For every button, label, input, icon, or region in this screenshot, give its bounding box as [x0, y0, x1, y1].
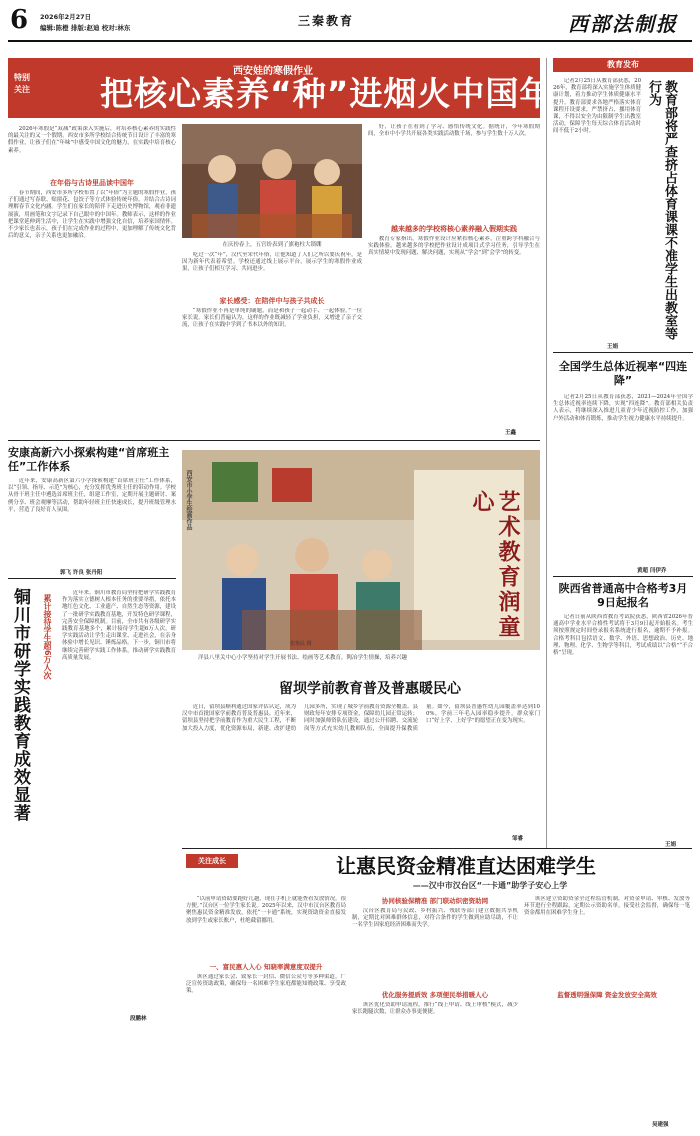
lead-kicker: 西安娃的寒假作业	[233, 66, 313, 77]
sidebar-author1: 王娟	[607, 344, 619, 350]
lead-title: 把核心素养“种”进烟火中国年	[100, 74, 554, 113]
lead-author: 王鑫	[505, 430, 517, 436]
sidebar-head: 教育发布	[553, 58, 693, 72]
ankang-author: 郭飞 许良 张丹阳	[60, 570, 103, 576]
bottom-col2b: 该区优化资助申请流程，推行“线上申请、线上审核”模式，减少家长跑腿次数，让群众办事更便捷。	[352, 1002, 518, 1016]
special-tag-line2: 关注	[14, 85, 30, 94]
masthead: 西部法制报	[568, 12, 678, 36]
lead-body-1: 春节期间，西安市多所学校布置了以“年俗”为主题的寒假作业，孩子们通过写春联、贴窗花、包饺子等方式体验传统年俗，并结合古诗词理解春节文化内涵。学生们在家长的陪伴下走进历史博物馆，观看非遗展演，用画笔和文字记录下自己眼中的中国年。教师表示，这样的作业把课堂延伸到生活中，让学生在实践中增强文化自信，培养家国情怀。不少家长也表示，孩子们在完成作业的过程中，更加理解了传统文化背后的意义，亲子关系也更加融洽。	[8, 190, 176, 240]
lead-subhead-3: 越来越多的学校将核心素养融入假期实践	[391, 225, 517, 233]
lead-subhead-2: 家长感受：在陪伴中与孩子共成长	[219, 297, 325, 305]
ankang-body: 近年来，安康高新区第六小学探索构建“首席班主任”工作体系，以“引领、指导、示范”为核心，充分发挥优秀班主任的带动作用。学校从骨干班主任中遴选首席班主任，组建工作室，定期开展主题研讨、案例分享、班会观摩等活动，帮助年轻班主任快速成长，提升班级管理水平，营造了良好育人氛围。	[8, 478, 176, 513]
bottom-col1: “以前申请资助要跑好几趟，现在手机上就能查看发放情况，很方便。”汉台区一位学生家长说。2025年以来，汉中市汉台区教育局聚焦惠民资金精准发放，依托“一卡通”系统，实现资助资金直接发放到学生或家长账户，杜绝截留挪用。	[186, 896, 346, 924]
lead-photo	[182, 124, 362, 238]
lead-photo-caption: 在庆扮春上，五官纷表到了旗袍柱大锁绷	[222, 242, 322, 248]
bottom-subhead-4: 监督透明强保障 资金发放安全高效	[557, 991, 657, 999]
bottom-col3: 该区建立资助资金全过程监管机制，对资金申请、审核、发放等环节进行全程跟踪，定期公示资助名单，接受社会监督，确保每一笔资金都用在困难学生身上。	[524, 896, 690, 917]
header-rule	[8, 40, 692, 42]
lead-bottom-rule	[8, 440, 540, 441]
sidebar	[546, 58, 692, 848]
art-credit: 张艳民 摄	[290, 641, 312, 647]
liuba-title: 留坝学前教育普及普惠暖民心	[279, 681, 461, 697]
bottom-subtitle: ——汉中市汉台区“一卡通”助学子安心上学	[412, 881, 568, 890]
page-header	[8, 6, 692, 52]
section-name: 三秦教育	[298, 14, 355, 28]
sidebar-story2-body: 记者2月25日从教育部获悉，2021—2024年全国学生总体近视率连续下降，实现“四连降”。教育部相关负责人表示，将继续深入推进儿童青少年近视防控工作，加强户外活动和体育锻炼，推动学生视力健康水平持续提升。	[553, 394, 693, 422]
lead-body-3b: 教育专家指出，寒假作业设计应紧扣核心素养，注重跨学科融合与实践体验。越来越多的学校把作业设计成项目式学习任务，引导学生在真实情境中发现问题、解决问题，实现从“学会”到“会学”的转变。	[368, 236, 540, 257]
bottom-title: 让惠民资金精准直达困难学生	[336, 854, 596, 878]
bottom-subhead-1: 一、富民惠人入心 知晓率满意度双提升	[209, 963, 323, 971]
sidebar-rule1	[553, 352, 693, 353]
art-slogan: 艺术教育润童心	[469, 490, 520, 640]
sidebar-story1-body: 记者2月25日从教育部获悉，2026年，教育部将深入实施学生体质健康计划，着力推动学生体质健康水平提升。教育部要求各地严格落实体育课程开设要求，严禁挤占、挪用体育课，不得以安全为由限制学生出教室活动，保障学生每天综合体育活动时间不低于2小时。	[553, 78, 641, 135]
lead-intro: 2026年寒假是“双减”政策深入实施后，对培养核心素养的实践性的最关注的又一个假期。西安市多所学校结合传统节日设计了丰富的寒假作业，让孩子们在“年味”中感受中国文化的魅力，在实践中培育核心素养。	[8, 126, 176, 154]
lead-body-3: 好，让孩子在看到了学习、感悟传统文化。据统计，今年寒假期间，全市中小学共开展各类实践活动数千场，参与学生数十万人次。	[368, 124, 540, 138]
editors-line: 编辑:陈橙 排版:赵迪 校对:林东	[40, 24, 131, 32]
sidebar-story3-body: 记者日前从陕西省教育考试院获悉，陕西省2026年普通高中学业水平合格性考试将于3月9日起开始报名。考生须按照规定时间登录报名系统进行报名，逾期不予补报。合格考科目包括语文、数学、外语、思想政治、历史、地理、物理、化学、生物学等科目，考试成绩以“合格”“不合格”呈现。	[553, 614, 693, 657]
tongchuan-subtitle: 累计接待学生超6万人次	[43, 594, 52, 680]
issue-date: 2026年2月27日	[40, 13, 92, 21]
sidebar-story2-title: 全国学生总体近视率“四连降”	[558, 360, 688, 387]
sidebar-author2: 黄超 闫伊乔	[637, 568, 667, 574]
bottom-author: 吴建强	[652, 1122, 669, 1128]
sidebar-rule2	[553, 576, 693, 577]
sidebar-author3: 王娟	[665, 842, 677, 848]
tongchuan-title: 铜川市研学实践教育成效显著	[10, 588, 30, 822]
tongchuan-body: 近年来，铜川市教育局坚持把研学实践教育作为落实立德树人根本任务的重要举措，依托本地红色文化、工业遗产、自然生态等资源，建设了一批研学实践教育基地，开发特色研学课程，完善安全保障机制。目前，全市共有各级研学实践教育基地多个，累计接待学生超6万人次。研学实践活动让学生走出课堂、走进社会，在亲身体验中增长见识、锤炼品格。下一步，铜川市将继续完善研学实践工作体系，推动研学实践教育高质量发展。	[62, 590, 176, 661]
bottom-top-rule	[182, 848, 692, 849]
lead-photo-svg	[182, 124, 362, 238]
bottom-col2: 汉台区教育局与民政、乡村振兴、残联等部门建立数据共享机制，定期比对困难群体信息，对符合条件的学生做到应助尽助，不让一名学生因家庭经济困难而失学。	[352, 908, 518, 929]
sidebar-story3-title: 陕西省普通高中合格考3月9日起报名	[558, 582, 688, 609]
bottom-col1b: 该区通过家长会、致家长一封信、微信公众号等多种渠道，广泛宣传资助政策，确保每一名困难学生家庭都能知晓政策、享受政策。	[186, 974, 346, 995]
sidebar-story1-title: 教育部将严查挤占体育课课不准学生出教室等行为	[646, 80, 677, 340]
special-tag-line1: 特别	[14, 73, 30, 82]
bottom-tag	[186, 854, 238, 868]
page-number: 6	[10, 5, 29, 35]
liuba-body: 近日，留坝县顺利通过国家评估认定，成为汉中市首批国家学前教育普及普惠县。近年来，留坝县坚持把学前教育作为重大民生工程，不断加大投入力度，优化资源布局，新建、改扩建幼儿园多所，实现了城乡学前教育资源全覆盖。县财政每年安排专项资金，保障幼儿园正常运转；同时加强师资队伍建设，通过公开招聘、交流轮岗等方式充实幼儿教师队伍，全面提升保教质量。如今，留坝县普惠性幼儿园覆盖率达到100%，学前三年毛入园率稳步提升，群众家门口“好上学、上好学”的愿望正在变为现实。	[182, 704, 540, 732]
bottom-tag-label: 关注成长	[198, 857, 226, 865]
lead-subhead-1: 在年俗与古诗里品读中国年	[50, 179, 134, 187]
bottom-subhead-2: 协同核验保精准 部门联动织密资助网	[381, 897, 489, 905]
lead-body-2b: “寒假作业不再是单纯的刷题，而是和孩子一起动手、一起体验。”一位家长说。家长们普遍认为，这样的作业既减轻了学业负担，又增进了亲子交流，让孩子在实践中学到了书本以外的知识。	[182, 308, 362, 329]
art-photo	[182, 450, 540, 650]
ankang-rule	[8, 578, 176, 579]
lead-banner	[8, 58, 554, 118]
bottom-subhead-3: 优化服务提质效 多项便民举措暖人心	[381, 991, 489, 999]
liuba-author: 邹睿	[512, 836, 524, 842]
art-side-caption: 西安市小学生绘画作品	[185, 470, 192, 530]
tongchuan-author: 段鹏林	[130, 1016, 147, 1022]
lead-body-2: 吃过一次“年”，汉代至宋代年俗，让他知道了人们之所以要庆祝年，是因为新年代表着希望。学校还通过线上展示平台，展示学生的寒假作业成果，让孩子们相互学习、共同进步。	[182, 252, 362, 273]
ankang-title: 安康高新六小探索构建“首席班主任”工作体系	[8, 446, 170, 473]
art-caption: 洋县八里关中心小学坚持对学生开展书法、绘画等艺术教育，陶冶学生情操，培养兴趣	[198, 655, 408, 661]
